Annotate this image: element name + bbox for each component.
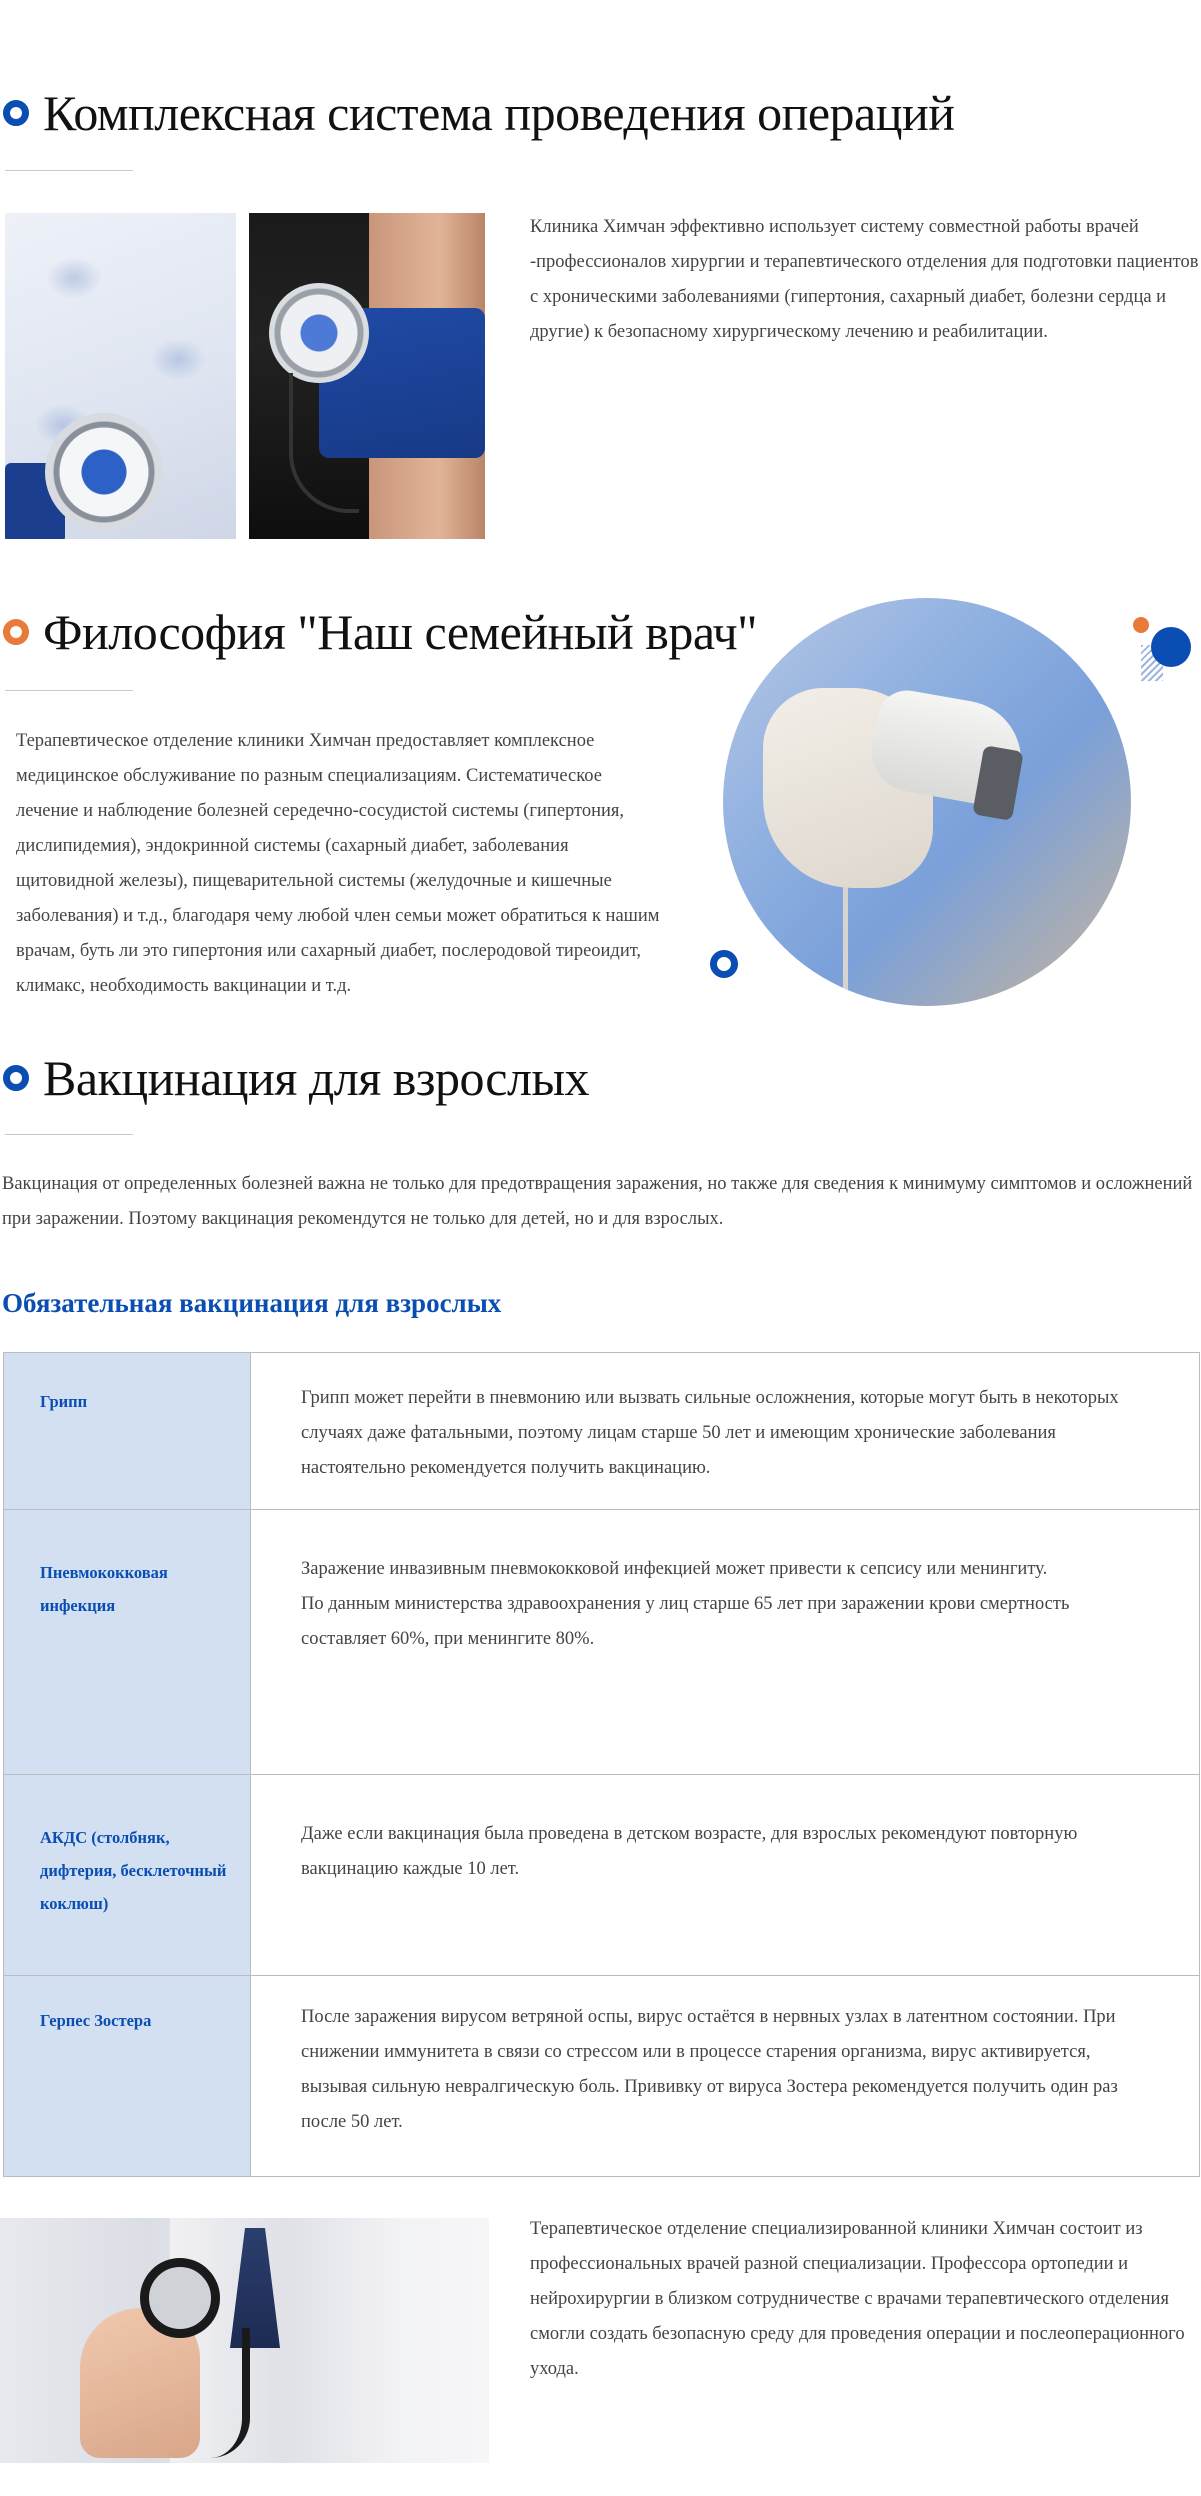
decorative-blue-ring-icon — [710, 950, 738, 978]
table-row — [4, 1976, 1199, 2177]
patient-blood-pressure-photo — [5, 213, 236, 539]
blood-pressure-cuff-photo — [249, 213, 485, 539]
description-line: Даже если вакцинация была проведена в детском возрасте, для взрослых рекомендуют повторную вакцинацию каждые 10 лет. — [301, 1824, 1078, 1879]
section3-text: Вакцинация от определенных болезней важна не только для предотвращения заражения, но также для сведения к минимуму симптомов и осложнений при заражении. Поэтому вакцинация рекомендутся не только для детей, но и для взрослых. — [2, 1174, 1193, 1229]
vaccine-name: Грипп — [4, 1353, 251, 1509]
ultrasound-probe-photo — [723, 598, 1131, 1006]
description-line: По данным министерства здравоохранения у лиц старше 65 лет при заражении крови смертность составляет 60%, при менингите 80%. — [301, 1594, 1070, 1649]
doctor-stethoscope-photo — [0, 2218, 489, 2463]
vaccine-description — [251, 1976, 1199, 2176]
table-row — [4, 1775, 1199, 1976]
gauge-shape — [45, 413, 163, 531]
section1-heading — [3, 84, 954, 142]
tube-shape — [289, 373, 359, 513]
stethoscope-icon — [140, 2258, 220, 2338]
vaccine-name: АКДС (столбняк, дифтерия, бесклеточный коклюш) — [4, 1775, 251, 1975]
decorative-blue-dot — [1151, 627, 1191, 667]
ring-bullet-icon — [3, 619, 29, 645]
description-line: После заражения вирусом ветряной оспы, вирус остаётся в нервных узлах в латентном состоянии. При снижении иммунитета в связи со стрессом или в процессе старения организма, вирус активируется, вызывая сильную невралгическую боль. Прививку от вируса Зостера рекомендуется получить один раз после 50 лет. — [301, 2007, 1118, 2132]
section3-title: Вакцинация для взрослых — [43, 1050, 590, 1106]
section3-heading — [3, 1049, 589, 1107]
section3-divider — [5, 1134, 133, 1135]
section1-text: Клиника Химчан эффективно использует систему совместной работы врачей -профессионалов хирургии и терапевтического отделения для подготовки пациентов с хроническими заболеваниями (гипертония, сахарный диабет, болезни сердца и другие) к безопасному хирургическому лечению и реабилитации. — [530, 217, 1199, 342]
section1-divider — [5, 170, 133, 171]
vaccination-table — [3, 1352, 1200, 2177]
description-line: Грипп может перейти в пневмонию или вызвать сильные осложнения, которые могут быть в некоторых случаях даже фатальными, поэтому лицам старше 50 лет и имеющим хронические заболевания настоятельно рекомендуется получить вакцинацию. — [301, 1388, 1119, 1478]
vaccine-description — [251, 1353, 1199, 1509]
description-line: Заражение инвазивным пневмококковой инфекцией может привести к сепсису или менингиту. — [301, 1559, 1048, 1579]
section2-title: Философия "Наш семейный врач" — [43, 604, 758, 660]
ring-bullet-icon — [3, 100, 29, 126]
vaccine-description — [251, 1510, 1199, 1774]
table-row — [4, 1353, 1199, 1510]
vaccine-description — [251, 1775, 1199, 1975]
mandatory-vaccination-subtitle: Обязательная вакцинация для взрослых — [2, 1288, 502, 1318]
ring-bullet-icon — [3, 1065, 29, 1091]
gauge-shape — [269, 283, 369, 383]
vaccine-name: Герпес Зостера — [4, 1976, 251, 2176]
section2-text: Терапевтическое отделение клиники Химчан предоставляет комплексное медицинское обслуживание по разным специализациям. Систематическое лечение и наблюдение болезней середечно-сосудистой системы (гипертония, дислипидемия), эндокринной системы (сахарный диабет, заболевания щитовидной железы), пищеварительной системы (желудочные и кишечные заболевания) и т.д., благодаря чему любой член семьи может обратиться к нашим врачам, буть ли это гипертония или сахарный диабет, послеродовой тиреоидит, климакс, необходимость вакцинации и т.д. — [16, 731, 660, 996]
section4-text: Терапевтическое отделение специализированной клиники Химчан состоит из профессиональных врачей разной специализации. Профессора ортопедии и нейрохирургии в близком сотрудничестве с врачами терапевтического отделения смогли создать безопасную среду для проведения операции и послеоперационного ухода. — [530, 2219, 1185, 2379]
stethoscope-tube-shape — [190, 2328, 250, 2458]
section1-title: Комплексная система проведения операций — [43, 85, 955, 141]
section2-divider — [5, 690, 133, 691]
table-row — [4, 1510, 1199, 1775]
decorative-orange-dot — [1133, 617, 1149, 633]
vaccine-name: Пневмококковая инфекция — [4, 1510, 251, 1774]
section2-heading — [3, 603, 757, 661]
